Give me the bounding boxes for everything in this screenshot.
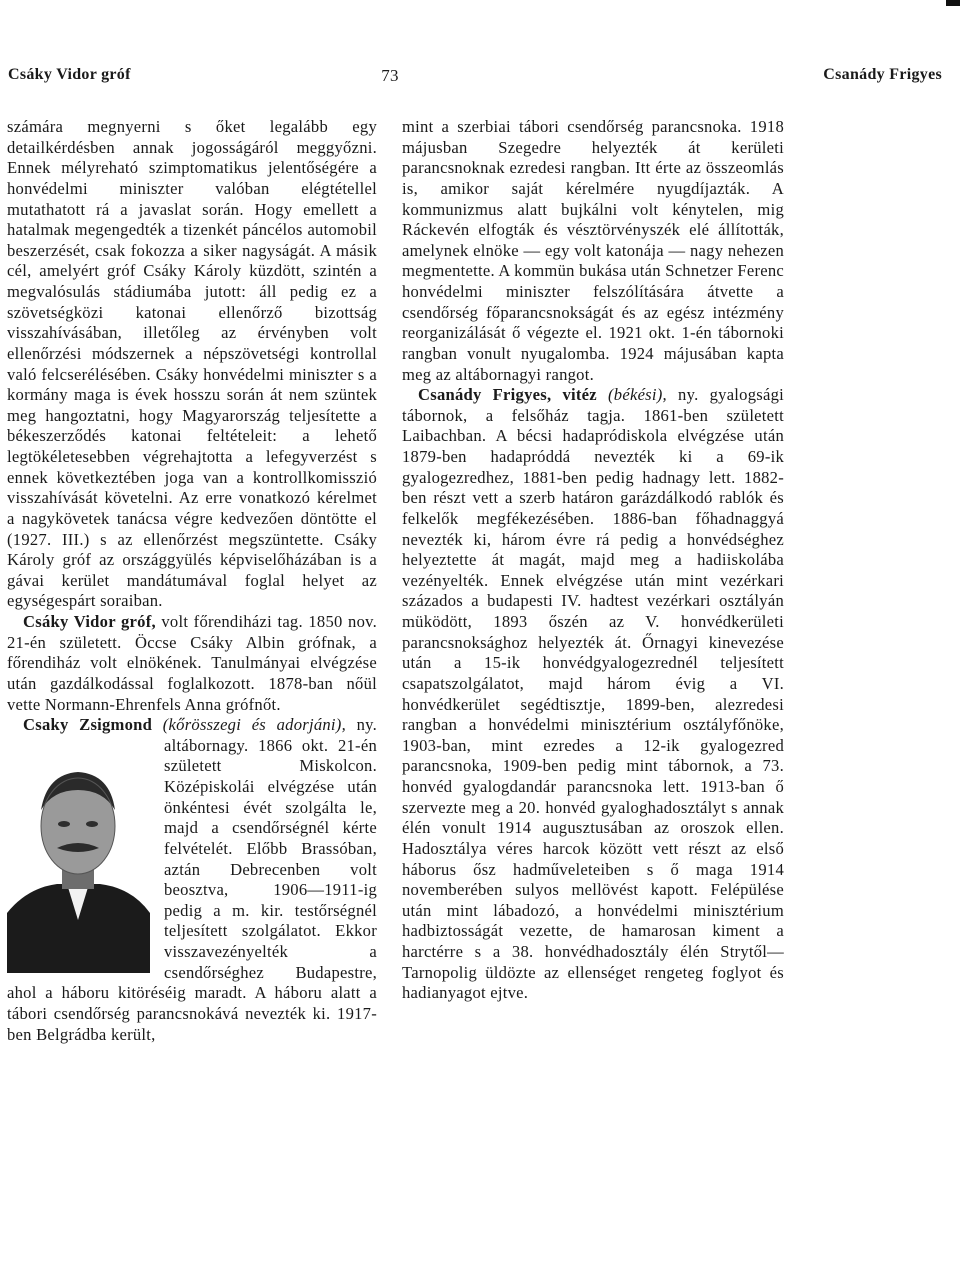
paragraph-csaky-karoly-continued: számára megnyerni s őket legalább egy detailkérdésben annak jogosságáról meggyőzni. Ennek mélyreható szimptomatikus jelentőségére a honvédelmi miniszter valóban elégtétellel mutathatott rá a javaslat során. Hogy emellett a hatalmak megengedték a tizenkét páncélos automobil beszerzését, csak fokozza a siker nagyságát. A másik cél, amelyért gróf Csáky Károly küzdött, szintén a megvalósulás stádiumába jutott: áll pedig ez a szövetségközi katonai ellenőrző bizottság visszahívásában, illetőleg az érvényben volt ellenőrzési módszernek a népszövetségi kontrollal való felcserélésében. Csáky honvédelmi miniszter s a kormány maga is évek hosszu során át nem szüntek meg hangoztatni, hogy Magyarország teljesítette a békeszerződés katonai feltételeit: a lehető legtökéletesebben végrehajtotta a lefegyverzést s ennek következtében joga van a kontrollkomisszió visszahívását követelni. Az erre vonatkozó kérelmet a nagykövetek tanácsa végre kedvezően döntötte el (1927. III.) s az ellenőrzést megszüntette. Csáky Károly gróf az országgyülés képviselőházában is a gávai kerület mandátumával foglal helyet az egységespárt soraiban. bbox=[7, 117, 377, 611]
entry-text: ny. gyalogsági tábornok, a felsőház tagja. 1861-ben született Laibachban. A bécsi hadapródiskola elvégzése után 1879-ben hadapróddá nevezték ki a 69-ik gyalogezredhez, 1881-ben pedig hadnagy lett. 1882-ben részt vett a szerb határon garázdálkodó rablók és felkelők megfékezésében. 1886-ban főhadnaggyá nevezték ki, három évre rá pedig a honvédséghez helyeztette át magát, majd meg a hadiiskolába vezényelték. Ennek elvégzése után mint vezérkari százados a budapesti IV. hadtest vezérkari osztályán müködött, 1893 őszén az V. honvédkerületi parancsnoksághoz helyezték át. Őrnagyi kinevezése után a 15-ik honvédgyalogezrednél teljesített csapatszolgálatot, majd három évig a VI. honvédkerület segédtisztje, 1899-ben, alezredesi rangban a honvédelmi minisztérium osztályfőnöke, 1903-ban, mint ezredes a 12-ik gyalogezred parancsnoka, 1909-ben pedig mint tábornok, a 73. honvéd gyalogdandár parancsnoka lett. 1913-ban ő szervezte meg a 20. honvéd gyaloghadosztályt s annak élén vonult 1914 augusztusában az oroszok ellen. Hadosztálya véres harcok között vett részt az első háborus ősz hadműveleteiben s ő maga 1914 novemberében sulyos mellövést kapott. Felépülése után mint lábadozó, a honvédelmi minisztérium hadbiztosságát vezette, de hamarosan kiment a harctérre s a 38. honvédhadosztály élén Strytől—Tarnopolig üldözte az ellenséget rengeteg foglyot és hadianyagot ejtve. bbox=[402, 385, 784, 1003]
entry-name: Csaky Zsigmond bbox=[23, 715, 153, 735]
entry-epithet: (kőrösszegi és adorjáni), bbox=[162, 715, 346, 735]
left-column bbox=[7, 117, 377, 1045]
running-head-right: Csanády Frigyes bbox=[823, 66, 942, 83]
scan-corner-mark bbox=[946, 0, 960, 6]
entry-text: ny. altábornagy. 1866 okt. 21-én született Miskolcon. Középiskolái elvégzése után önkéntesi évét szolgálta le, majd a csendőrségnél kérte felvételét. Előbb Brassóban, aztán Debrecenben volt beosztva, 1906—1911-ig pedig a m. kir. testőrségnél teljesített szolgálatot. Ekkor visszavezényelték a csendőrséghez Budapestre, ahol a háboru kitöréséig maradt. A háboru alatt a tábori csendőrség parancsnokává nevezték ki. 1917-ben Belgrádba került, bbox=[7, 715, 377, 1044]
page-number: 73 bbox=[381, 66, 399, 85]
entry-csanady-frigyes bbox=[402, 385, 784, 1004]
paragraph-csaky-zsigmond-continued: mint a szerbiai tábori csendőrség parancsnoka. 1918 májusban Szegedre helyezték át kerületi parancsnoknak ezredesi rangban. Itt érte az összeomlás is, amikor saját kérelmére nyugdíjazták. A kommunizmus alatt bujkálni volt kénytelen, mig Ráckevén elfogták és vésztörvényszék elé állították, amelynek elnöke — egy volt katonája — nagy nehezen megmentette. A kommün bukása után Schnetzer Ferenc honvédelmi miniszter felszólítására átvette a csendőrség főparancsnokságát és az egész intézmény reorganizálását ő végezte el. 1921 okt. 1-én tábornoki rangban vonult nyugalomba. 1924 májusában kapta meg az altábornagyi rangot. bbox=[402, 117, 784, 384]
running-head-left: Csáky Vidor gróf bbox=[8, 66, 131, 83]
right-column bbox=[402, 117, 784, 1004]
portrait-photo-graphic bbox=[7, 738, 150, 973]
portrait-photo bbox=[7, 738, 150, 973]
entry-epithet: (békési), bbox=[608, 385, 667, 405]
entry-csaky-vidor bbox=[7, 612, 377, 715]
entry-csaky-zsigmond bbox=[7, 715, 377, 1045]
entry-text: volt főrendiházi tag. 1850 nov. 21-én született. Öccse Csáky Albin grófnak, a főrendiház volt elnökének. Tanulmányai elvégzése után gazdálkodással foglalkozott. 1878-ban nőül vette Normann-Ehrenfels Anna grófnőt. bbox=[7, 612, 377, 714]
entry-name: Csanády Frigyes, vitéz bbox=[418, 385, 597, 405]
entry-name: Csáky Vidor gróf, bbox=[23, 612, 156, 631]
